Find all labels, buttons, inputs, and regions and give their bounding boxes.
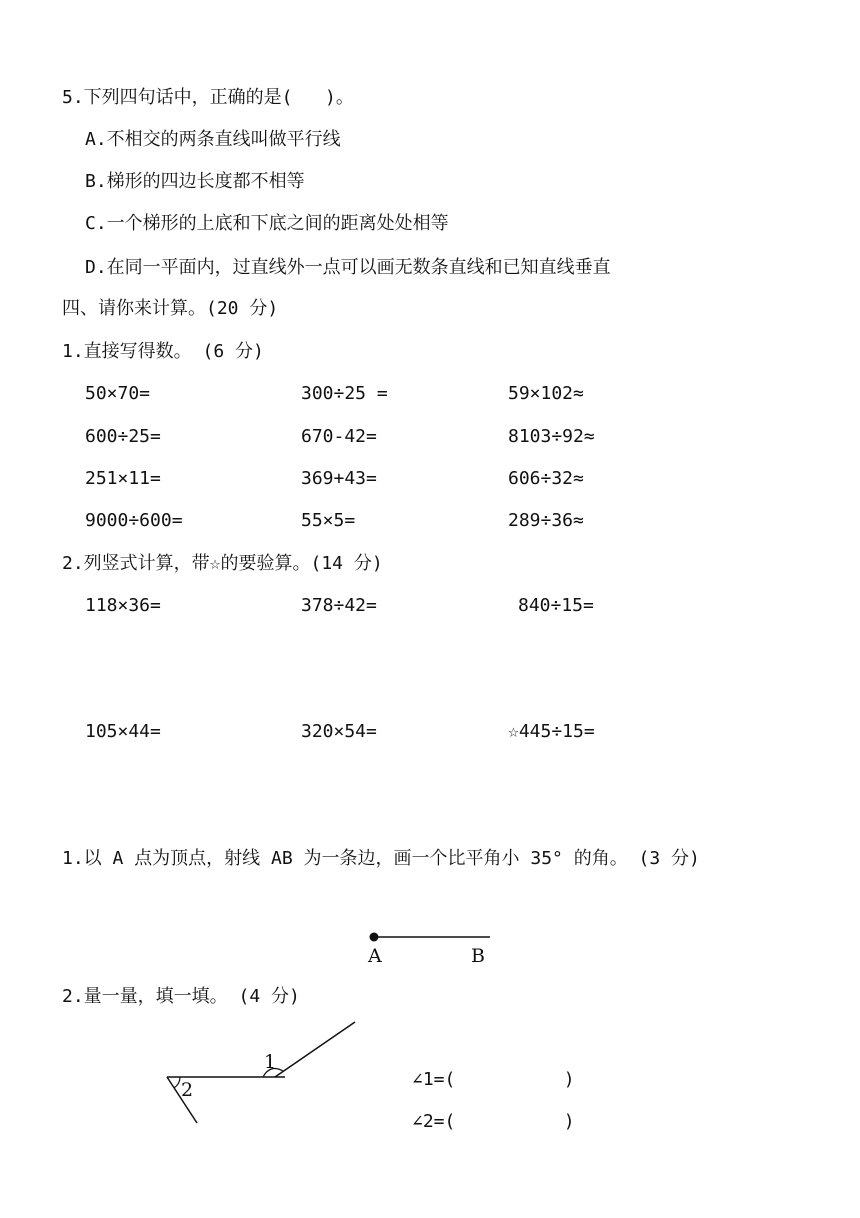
- calc-item: 9000÷600=: [85, 510, 183, 531]
- angle1-label: 1: [264, 1051, 277, 1073]
- vertical-calc-item: ☆445÷15=: [508, 721, 595, 742]
- vertical-calc-item: 840÷15=: [518, 595, 594, 616]
- calc-item: 8103÷92≈: [508, 426, 595, 447]
- measure-question: 2.量一量，填一填。 (4 分): [62, 986, 300, 1007]
- vertical-calc-item: 105×44=: [85, 721, 161, 742]
- calc-item: 50×70=: [85, 383, 151, 404]
- calc-item: 300÷25 =: [301, 383, 388, 404]
- calc-item: 369+43=: [301, 468, 377, 489]
- angle2-arc: [174, 1077, 180, 1088]
- calc-item: 55×5=: [301, 510, 356, 531]
- label-a: A: [368, 945, 382, 967]
- q5-option-c: C.一个梯形的上底和下底之间的距离处处相等: [85, 213, 449, 234]
- vertical-calc-item: 320×54=: [301, 721, 377, 742]
- calc-item: 606÷32≈: [508, 468, 584, 489]
- label-b: B: [471, 945, 485, 967]
- calc-item: 600÷25=: [85, 426, 161, 447]
- vertical-calc-item: 118×36=: [85, 595, 161, 616]
- q5-option-d: D.在同一平面内，过直线外一点可以画无数条直线和已知直线垂直: [85, 257, 611, 278]
- ray-upper: [275, 1022, 355, 1077]
- q5-option-a: A.不相交的两条直线叫做平行线: [85, 129, 341, 150]
- section4-title: 四、请你来计算。(20 分): [62, 298, 279, 319]
- q5-stem: 5.下列四句话中，正确的是( )。: [62, 87, 354, 108]
- angle-figure: [167, 1022, 355, 1123]
- ray-ab: [367, 933, 490, 968]
- draw-angle-question: 1.以 A 点为顶点，射线 AB 为一条边，画一个比平角小 35° 的角。 (3 分): [62, 848, 700, 869]
- angle2-answer[interactable]: ∠2=( ): [412, 1111, 575, 1132]
- angle1-answer[interactable]: ∠1=( ): [412, 1069, 575, 1090]
- calc-item: 289÷36≈: [508, 510, 584, 531]
- calc-item: 670-42=: [301, 426, 377, 447]
- angle2-label: 2: [181, 1079, 194, 1101]
- calc-item: 251×11=: [85, 468, 161, 489]
- section4-p1-title: 1.直接写得数。 (6 分): [62, 341, 264, 362]
- calc-item: 59×102≈: [508, 383, 584, 404]
- q5-option-b: B.梯形的四边长度都不相等: [85, 171, 305, 192]
- vertical-calc-item: 378÷42=: [301, 595, 377, 616]
- section4-p2-title: 2.列竖式计算，带☆的要验算。(14 分): [62, 553, 383, 574]
